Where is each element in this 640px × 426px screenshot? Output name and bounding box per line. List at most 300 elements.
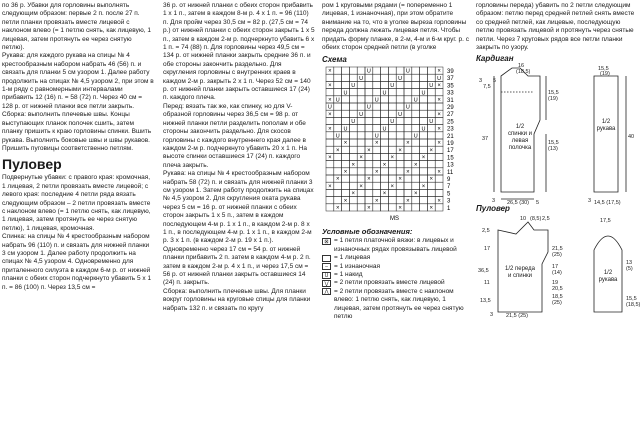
chart-cell — [427, 161, 435, 168]
chart-mark: × — [367, 148, 371, 155]
chart-cell — [420, 103, 428, 110]
chart-mark: × — [406, 141, 410, 148]
chart-mark: × — [382, 162, 387, 169]
legend-text: = 1 накид — [334, 271, 363, 279]
chart-cell — [420, 197, 428, 204]
chart-cell — [373, 67, 381, 74]
legend-title: Условные обозначения: — [322, 227, 413, 237]
chart-cell — [404, 89, 412, 96]
chart-cell — [357, 147, 365, 154]
chart-cell — [373, 103, 381, 110]
cardigan-label-height: 37 — [482, 136, 489, 143]
chart-mark: U — [359, 112, 364, 119]
pullover-label-h4: 13,5 — [480, 298, 491, 305]
legend-symbol-icon: ⋀ — [322, 288, 331, 295]
pullover-label-top2: 2,5 — [542, 216, 550, 223]
chart-cell — [342, 118, 350, 125]
chart-row-label: 35 — [447, 83, 454, 90]
chart-cell — [388, 175, 396, 182]
chart-cell — [326, 175, 334, 182]
chart-cell — [349, 96, 357, 103]
chart-cell — [357, 132, 365, 139]
legend-item — [322, 254, 470, 262]
chart-cell — [373, 175, 381, 182]
chart-cell — [404, 190, 412, 197]
pullover-label-bottom: 21,5 (25) — [506, 313, 529, 320]
cardigan-label-neck-l: 3 — [479, 78, 483, 85]
chart-cell — [404, 125, 412, 132]
chart-cell — [334, 183, 342, 190]
pullover-schematic — [476, 214, 638, 318]
chart-mark: U — [398, 76, 403, 83]
chart-cell — [388, 197, 396, 204]
chart-mark: U — [343, 90, 348, 97]
chart-cell — [388, 161, 396, 168]
chart-mark: U — [366, 69, 371, 76]
chart-cell — [349, 204, 357, 211]
chart-cell — [326, 89, 334, 96]
chart-cell — [349, 197, 357, 204]
chart-cell — [396, 190, 404, 197]
scheme-title: Схема — [322, 55, 347, 65]
chart-mark: × — [343, 141, 348, 148]
chart-cell — [412, 89, 420, 96]
chart-cell — [357, 125, 365, 132]
text-column-1 — [2, 2, 154, 292]
cardigan-label-neck-m: 7,5 — [483, 84, 491, 91]
chart-mark: U — [413, 97, 418, 104]
chart-cell — [381, 82, 389, 89]
sleeve-label-bot: 3 — [588, 198, 592, 205]
chart-cell — [396, 82, 404, 89]
chart-mark: × — [398, 177, 402, 184]
sleeve-label-height: 40 — [628, 134, 635, 141]
chart-cell — [373, 190, 381, 197]
chart-cell — [396, 67, 404, 74]
chart-cell — [427, 197, 435, 204]
chart-mark: × — [413, 191, 418, 198]
chart-cell — [357, 168, 365, 175]
chart-cell — [396, 168, 404, 175]
chart-cell — [427, 111, 435, 118]
chart-cell — [373, 89, 381, 96]
chart-mark: × — [390, 184, 395, 191]
chart-mark: U — [335, 97, 340, 104]
chart-mark: U — [421, 126, 426, 133]
chart-cell — [349, 183, 357, 190]
psleeve-label-h: 13 — [626, 260, 633, 267]
chart-cell — [435, 183, 443, 190]
chart-mark: × — [390, 155, 395, 162]
chart-cell — [342, 67, 350, 74]
chart-row-label: 17 — [447, 148, 454, 155]
chart-mark: × — [437, 198, 441, 205]
cardigan-label-dim-r1: 15,5 — [548, 90, 559, 97]
cardigan-label-top-b: (18,5) — [516, 69, 531, 76]
chart-mark: U — [374, 133, 379, 140]
chart-cell — [388, 89, 396, 96]
chart-cell — [357, 67, 365, 74]
chart-mark: U — [335, 133, 340, 140]
chart-cell — [342, 96, 350, 103]
chart-cell — [427, 183, 435, 190]
pullover-label-h2: 36,5 — [478, 268, 489, 275]
chart-mark: U — [405, 105, 410, 112]
chart-row-label: 39 — [447, 69, 454, 76]
chart-cell — [334, 103, 342, 110]
chart-cell — [420, 67, 428, 74]
cardigan-label-top: 16 — [518, 63, 525, 70]
chart-row-label: 1 — [447, 206, 451, 213]
legend-symbol-icon: U — [322, 272, 331, 279]
cardigan-label-bottom-l: 3 — [492, 198, 496, 205]
chart-mark: × — [328, 97, 332, 104]
chart-mark: × — [437, 69, 441, 76]
psleeve-label-top: 17,5 — [600, 218, 611, 225]
chart-mark: × — [429, 148, 434, 155]
chart-cell — [342, 75, 350, 82]
chart-row-label: 9 — [447, 177, 451, 184]
chart-mark: U — [343, 126, 348, 133]
chart-cell — [396, 154, 404, 161]
chart-mark: × — [328, 69, 332, 76]
chart-mark: × — [437, 83, 441, 90]
chart-cell — [334, 67, 342, 74]
chart-cell — [435, 118, 443, 125]
chart-cell — [396, 96, 404, 103]
chart-mark: U — [382, 126, 387, 133]
chart-cell — [326, 132, 334, 139]
chart-cell — [404, 183, 412, 190]
chart-mark: × — [328, 184, 332, 191]
chart-cell — [412, 175, 420, 182]
chart-row-label: 13 — [447, 163, 454, 170]
chart-cell — [365, 197, 373, 204]
chart-row-label: 27 — [447, 112, 454, 119]
chart-mark: × — [359, 184, 363, 191]
chart-mark: × — [429, 205, 434, 212]
chart-cell — [420, 190, 428, 197]
chart-cell — [357, 197, 365, 204]
sleeve-label-top2: (19) — [600, 71, 610, 78]
chart-cell — [365, 132, 373, 139]
chart-cell — [388, 132, 396, 139]
chart-cell — [427, 96, 435, 103]
chart-mark: U — [429, 119, 434, 126]
chart-mark: × — [437, 97, 441, 104]
chart-mark: U — [351, 83, 356, 90]
chart-mark: × — [437, 112, 441, 119]
chart-cell — [435, 175, 443, 182]
psleeve-label-h2: (5) — [626, 266, 633, 273]
chart-cell — [365, 183, 373, 190]
chart-cell — [334, 190, 342, 197]
chart-mark: × — [429, 177, 434, 184]
pullover-label-r8: (25) — [552, 300, 562, 307]
chart-cell — [349, 132, 357, 139]
chart-row-label: 31 — [447, 98, 454, 105]
chart-cell — [334, 75, 342, 82]
legend-symbol-icon: ⋁ — [322, 280, 331, 287]
legend-item — [322, 288, 470, 322]
chart-cell — [357, 139, 365, 146]
chart-cell — [420, 118, 428, 125]
chart-cell — [388, 139, 396, 146]
chart-cell — [357, 89, 365, 96]
legend-text: = 1 изнаночная — [334, 262, 381, 270]
legend-item — [322, 263, 470, 271]
text-column-4 — [476, 2, 638, 318]
chart-cell — [388, 96, 396, 103]
chart-cell — [373, 154, 381, 161]
pullover-label-r3: 17 — [552, 264, 559, 271]
chart-cell — [349, 168, 357, 175]
cardigan-sleeve-piece-label: 1/2 рукава — [596, 119, 616, 133]
chart-cell — [420, 82, 428, 89]
pullover-label-r1: 21,5 — [552, 246, 563, 253]
chart-cell — [381, 96, 389, 103]
chart-cell — [365, 96, 373, 103]
chart-cell — [404, 75, 412, 82]
chart-mark: × — [406, 198, 410, 205]
chart-cell — [326, 204, 334, 211]
chart-cell — [342, 111, 350, 118]
chart-row-label: 21 — [447, 134, 454, 141]
legend-symbol-icon: ⊠ — [322, 238, 331, 245]
chart-cell — [365, 82, 373, 89]
paragraph-band-cont: горловины переда) убавить по 2 петли следующим образом: петлю перед средней петлей снять вместе со средней петлей, как лицевые, последующую петлю провязать лицевой и протянуть через снятые петли. Через 7 круговых рядов все петли планки закрыть по узору. — [476, 2, 635, 52]
chart-cell — [412, 197, 420, 204]
paragraph-back-cont: 36 р. от нижней планки с обеих сторон прибавить 1 x 1 п., затем в каждом 8-м р. 4 x 1 п. = 96 (110) п. Для пройм через 30,5 см = 82 р. (27,5 см = 74 р.) от нижней планки с обеих сторон закрыть 1 x 5 п., затем в каждом 2-м р. подчеркнуто убавить 6 x 1 п. = 74 (88) п. Для горловины через 49,5 см = 134 р. от нижней планки закрыть средние 36 п. и обе стороны закончить раздельно. Для скругления горловины с внутренних краев в каждом 2-м р. закрыть 2 x 1 п. Через 52 см = 140 р. от нижней планки закрыть оставшиеся 17 (24) п. каждого плеча. — [163, 2, 315, 102]
chart-cell — [435, 147, 443, 154]
paragraph-sleeves: Рукава: для каждого рукава на спицы № 4 крестообразным набором набрать 46 (56) п. и связать для планки 5 см узором 1. Далее работу продолжить на спицах № 4,5 узором 2, при этом в 1-м ряду с равномерными интервалами прибавить 12 (16) п. = 58 (72) п. Через 40 см = 128 р. от нижней планки все петли закрыть. — [2, 52, 154, 110]
chart-mark: U — [382, 90, 387, 97]
chart-cell — [342, 154, 350, 161]
chart-cell — [427, 139, 435, 146]
chart-cell — [427, 75, 435, 82]
chart-cell — [396, 183, 404, 190]
chart-cell — [373, 75, 381, 82]
chart-cell — [326, 139, 334, 146]
chart-cell — [334, 197, 342, 204]
chart-cell — [412, 111, 420, 118]
chart-cell — [365, 161, 373, 168]
chart-cell — [365, 190, 373, 197]
chart-cell — [342, 103, 350, 110]
paragraph-front: Перед: вязать так же, как спинку, но для V-образной горловины через 36,5 см = 98 р. от нижней планки петли разделить пополам и обе стороны закончить раздельно. Для скосов горловины с каждого внутреннего края далее в каждом 2-м р. подчеркнуто убавить 20 x 1 п. На высоте спинки оставшиеся 17 (24) п. каждого плеча закрыть. — [163, 102, 308, 169]
chart-cell — [388, 190, 396, 197]
chart-cell — [435, 103, 443, 110]
chart-row-label: 19 — [447, 141, 454, 148]
chart-cell — [388, 125, 396, 132]
chart-cell — [427, 190, 435, 197]
chart-mark: × — [335, 148, 340, 155]
chart-mark: × — [437, 141, 441, 148]
chart-cell — [373, 125, 381, 132]
chart-cell — [326, 168, 334, 175]
chart-cell — [334, 82, 342, 89]
legend-text: = 1 петля платочной вязки: в лицевых и изнаночных рядах провязывать лицевой — [334, 237, 457, 253]
chart-mark: U — [390, 83, 395, 90]
chart-mark: U — [359, 76, 364, 83]
chart-cell — [412, 154, 420, 161]
cardigan-label-dim-r3: 15,5 — [548, 140, 559, 147]
chart-cell — [435, 190, 443, 197]
chart-cell — [412, 204, 420, 211]
chart-cell — [381, 111, 389, 118]
chart-cell — [357, 190, 365, 197]
chart-row-label: 23 — [447, 127, 454, 134]
legend-text: = 2 петли провязать вместе с наклоном влево: 1 петлю снять, как лицевую, 1 лицевая, затем протянуть ее через снятую петлю — [334, 287, 464, 321]
pullover-label-r6: 20,5 — [552, 286, 563, 293]
chart-cell — [420, 111, 428, 118]
chart-cell — [334, 139, 342, 146]
sleeve-label-width: 14,5 (17,5) — [594, 200, 621, 207]
chart-cell — [334, 89, 342, 96]
sleeve-label-top: 15,5 — [598, 66, 609, 73]
legend-text: = 2 петли провязать вместе лицевой — [334, 279, 445, 287]
chart-cell — [396, 125, 404, 132]
chart-cell — [396, 103, 404, 110]
cardigan-label-neck-r: 5 — [493, 78, 497, 85]
cardigan-label-dim-r4: (13) — [548, 146, 558, 153]
chart-cell — [388, 111, 396, 118]
chart-mark: U — [390, 119, 395, 126]
chart-cell — [404, 161, 412, 168]
paragraph-decreases: Подвернутые убавки: с правого края: кромочная, 1 лицевая, 2 петли провязать вместе лицевой; с левого края: последние 4 петли ряда вязать следующим образом – 2 петли провязать вместе с наклоном влево (= 1 петлю снять, как лицевую, 1 лицевая, затем протянуть ее через снятую петлю), 1 лицевая, кромочная. — [2, 174, 151, 232]
chart-cell — [435, 161, 443, 168]
chart-cell — [334, 168, 342, 175]
pullover-label-bottom-l: 3 — [490, 312, 494, 319]
chart-cell — [373, 111, 381, 118]
chart-cell — [365, 154, 373, 161]
chart-cell — [404, 82, 412, 89]
chart-mark: U — [413, 133, 418, 140]
chart-cell — [373, 161, 381, 168]
chart-cell — [381, 75, 389, 82]
chart-cell — [412, 168, 420, 175]
chart-mark: U — [398, 112, 403, 119]
chart-cell — [381, 147, 389, 154]
cardigan-title: Кардиган — [476, 54, 514, 64]
chart-row-label: 11 — [447, 170, 454, 177]
chart-mark: × — [328, 155, 332, 162]
chart-cell — [420, 204, 428, 211]
chart-cell — [365, 89, 373, 96]
chart-grid — [326, 67, 443, 212]
chart-mark: × — [374, 141, 379, 148]
chart-cell — [342, 175, 350, 182]
chart-cell — [420, 168, 428, 175]
chart-mark: × — [406, 169, 410, 176]
chart-cell — [420, 75, 428, 82]
chart-row-label: 7 — [447, 184, 451, 191]
chart-mark: U — [405, 69, 410, 76]
chart-cell — [435, 132, 443, 139]
legend-symbol-icon: – — [322, 263, 331, 270]
chart-cell — [381, 139, 389, 146]
chart-cell — [365, 75, 373, 82]
chart-row-label: 5 — [447, 191, 451, 198]
chart-cell — [396, 132, 404, 139]
chart-mark: × — [359, 155, 363, 162]
chart-cell — [342, 183, 350, 190]
chart-cell — [365, 118, 373, 125]
chart-cell — [388, 103, 396, 110]
chart-cell — [435, 204, 443, 211]
chart-cell — [381, 103, 389, 110]
pullover-label-h1: 17 — [484, 246, 491, 253]
chart-cell — [404, 132, 412, 139]
chart-cell — [404, 147, 412, 154]
cardigan-label-dim-r2: (19) — [548, 96, 558, 103]
chart-cell — [412, 183, 420, 190]
chart-cell — [427, 103, 435, 110]
chart-cell — [381, 183, 389, 190]
chart-cell — [412, 147, 420, 154]
psleeve-label-w: 15,5 — [626, 296, 637, 303]
chart-cell — [404, 154, 412, 161]
legend-text: = 1 лицевая — [334, 254, 371, 262]
chart-cell — [349, 89, 357, 96]
text-column-3 — [322, 2, 470, 322]
chart-cell — [334, 154, 342, 161]
chart-mark: × — [413, 162, 418, 169]
chart-cell — [349, 154, 357, 161]
chart-row-label: 29 — [447, 105, 454, 112]
chart-cell — [427, 168, 435, 175]
chart-cell — [412, 139, 420, 146]
chart-cell — [381, 168, 389, 175]
chart-mark: U — [366, 105, 371, 112]
chart-mark: U — [351, 119, 356, 126]
chart-cell — [381, 118, 389, 125]
paragraph-assembly: Сборка: выполнить плечевые швы. Концы выступающих планок полочек сшить, затем планку пришить к краю горловины спинки. Вшить рукава. Выполнить боковые швы и швы рукавов. Пришить пуговицы соответственно петлям. — [2, 111, 152, 152]
chart-cell — [396, 89, 404, 96]
chart-cell — [420, 96, 428, 103]
chart-cell — [404, 204, 412, 211]
chart-cell — [342, 190, 350, 197]
legend-item — [322, 279, 470, 287]
knitting-chart — [322, 65, 470, 225]
pullover-label-top-b: (8,5) — [530, 216, 542, 223]
chart-cell — [357, 118, 365, 125]
pullover-figure-title: Пуловер — [476, 204, 510, 214]
chart-cell — [326, 118, 334, 125]
legend-symbol-icon — [322, 255, 331, 262]
chart-cell — [357, 175, 365, 182]
chart-cell — [427, 125, 435, 132]
chart-cell — [420, 161, 428, 168]
paragraph-back: Спинка: на спицы № 4 крестообразным набором набрать 96 (110) п. и связать для нижней планки 3 см узором 1. Далее работу продолжить на спицах № 4,5 узором 4. Одновременно для приталенного силуэта в каждом 6-м р. от нижней планки с обеих сторон подчеркнуто убавить 5 x 1 п. = 86 (100) п. Через 13,5 см = — [2, 233, 152, 291]
chart-mark: × — [367, 177, 371, 184]
chart-cell — [404, 96, 412, 103]
chart-cell — [435, 154, 443, 161]
chart-cell — [420, 139, 428, 146]
chart-cell — [404, 175, 412, 182]
chart-mark: × — [335, 177, 340, 184]
psleeve-label-w2: (18,5) — [626, 302, 640, 309]
chart-cell — [342, 82, 350, 89]
chart-cell — [349, 147, 357, 154]
chart-cell — [373, 183, 381, 190]
chart-cell — [396, 118, 404, 125]
chart-cell — [412, 103, 420, 110]
chart-cell — [365, 168, 373, 175]
chart-cell — [427, 132, 435, 139]
chart-cell — [357, 204, 365, 211]
chart-cell — [381, 197, 389, 204]
